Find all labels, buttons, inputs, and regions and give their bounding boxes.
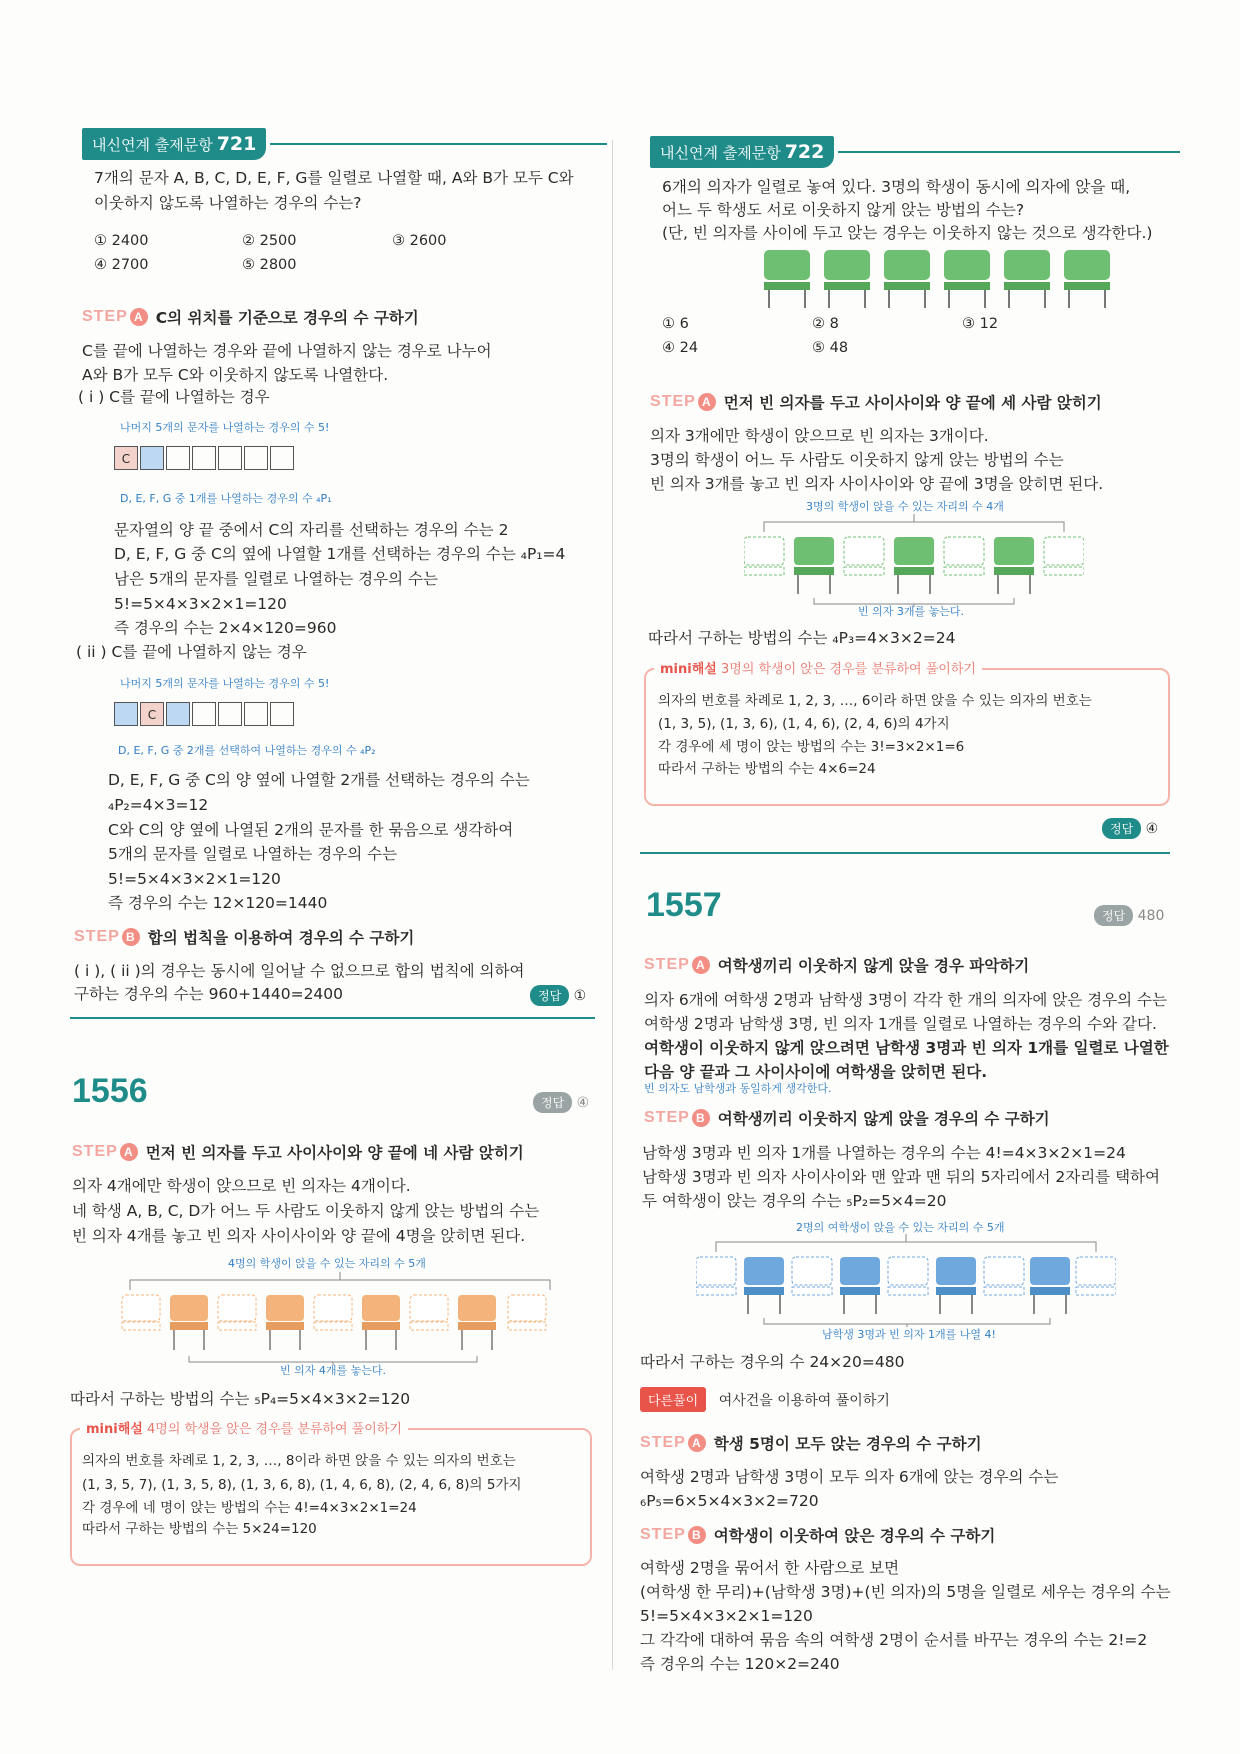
chair-icon xyxy=(764,250,810,308)
chair-icon xyxy=(794,537,834,594)
chair-empty-icon xyxy=(410,1295,448,1330)
text-line: 5!=5×4×3×2×1=120 xyxy=(114,595,287,613)
chair-empty-icon xyxy=(696,1257,736,1295)
diagram-note: 빈 의자 3개를 놓는다. xyxy=(858,605,964,618)
answer-value: ① xyxy=(573,988,587,1004)
option-1: ① 2400 xyxy=(94,233,149,249)
mini-line: 따라서 구하는 방법의 수는 4×6=24 xyxy=(658,761,876,777)
chair-empty-icon xyxy=(984,1257,1024,1295)
chair-icon xyxy=(1030,1257,1070,1314)
badge-text: 내신연계 출제문항 xyxy=(660,144,781,162)
question-text: 어느 두 학생도 서로 이웃하지 않게 앉는 방법의 수는? xyxy=(662,201,1025,219)
chair-empty-icon xyxy=(1044,537,1084,575)
step-title: 학생 5명이 모두 앉는 경우의 수 구하기 xyxy=(713,1435,982,1453)
text-line: 의자 3개에만 학생이 앉으므로 빈 의자는 3개이다. xyxy=(650,427,989,445)
answer-label: 정답 xyxy=(1094,905,1133,926)
step-a-heading xyxy=(72,1141,524,1163)
option-4: ④ 24 xyxy=(662,340,699,356)
step-title: 여학생끼리 이웃하지 않게 앉을 경우 파악하기 xyxy=(717,957,1030,975)
text-line: 남학생 3명과 빈 의자 사이사이와 맨 앞과 맨 뒤의 5자리에서 2자리를 택하여 xyxy=(642,1168,1161,1186)
text-line: 문자열의 양 끝 중에서 C의 자리를 선택하는 경우의 수는 2 xyxy=(114,521,509,539)
mini-line: (1, 3, 5), (1, 3, 6), (1, 4, 6), (2, 4, 6)의 4가지 xyxy=(658,716,950,732)
text-line: 그 각각에 대하여 묶음 속의 여학생 2명이 순서를 바꾸는 경우의 수는 2!=2 xyxy=(640,1631,1148,1649)
option-3: ③ 12 xyxy=(962,316,999,332)
alt-title: 여사건을 이용하여 풀이하기 xyxy=(718,1393,890,1409)
problem-number-1556: 1556 xyxy=(72,1072,148,1110)
step-title: 여학생끼리 이웃하지 않게 앉을 경우의 수 구하기 xyxy=(717,1110,1050,1128)
step-label: STEP A xyxy=(72,1143,138,1161)
text-line: 두 여학생이 앉는 경우의 수는 ₅P₂=5×4=20 xyxy=(642,1192,947,1210)
alt-step-a-heading xyxy=(640,1432,982,1454)
step-title: C의 위치를 기준으로 경우의 수 구하기 xyxy=(155,309,419,327)
text-line: 3명의 학생이 어느 두 사람도 이웃하지 않게 앉는 방법의 수는 xyxy=(650,451,1064,469)
answer-badge xyxy=(1094,905,1164,926)
diagram-note: 빈 의자 4개를 놓는다. xyxy=(280,1364,386,1377)
mini-explanation-box xyxy=(70,1422,592,1566)
answer-badge xyxy=(533,1092,589,1113)
problem-721-header xyxy=(82,128,607,160)
letter-boxes-diagram xyxy=(114,446,296,470)
text-line: 따라서 구하는 방법의 수는 ₄P₃=4×3×2=24 xyxy=(648,629,956,647)
section-divider xyxy=(640,852,1170,854)
text-line: 네 학생 A, B, C, D가 어느 두 사람도 이웃하지 않게 앉는 방법의 수는 xyxy=(72,1202,540,1220)
text-line: D, E, F, G 중 C의 옆에 나열할 1개를 선택하는 경우의 수는 ₄P₁=4 xyxy=(114,545,566,563)
diagram-note: 나머지 5개의 문자를 나열하는 경우의 수 5! xyxy=(120,677,330,690)
answer-value: ④ xyxy=(576,1095,590,1111)
step-title: 먼저 빈 의자를 두고 사이사이와 양 끝에 네 사람 앉히기 xyxy=(145,1144,524,1162)
step-a-heading xyxy=(82,306,419,328)
step-b-heading xyxy=(74,926,414,948)
chairs-diagram-722 xyxy=(744,512,1084,607)
question-text: (단, 빈 의자를 사이에 두고 앉는 경우는 이웃하지 않는 것으로 생각한다.) xyxy=(662,224,1153,242)
box-slot xyxy=(244,446,268,470)
question-text: 이웃하지 않도록 나열하는 경우의 수는? xyxy=(94,194,362,212)
text-line: A와 B가 모두 C와 이웃하지 않도록 나열한다. xyxy=(82,366,389,384)
answer-badge xyxy=(1102,818,1158,839)
diagram-note: 빈 의자도 남학생과 동일하게 생각한다. xyxy=(644,1082,832,1095)
letter-boxes-diagram xyxy=(114,702,296,726)
mini-line: (1, 3, 5, 7), (1, 3, 5, 8), (1, 3, 6, 8), (1, 4, 6, 8), (2, 4, 6, 8)의 5가지 xyxy=(82,1477,522,1493)
question-text: 7개의 문자 A, B, C, D, E, F, G를 일렬로 나열할 때, A와 B가 모두 C와 xyxy=(94,169,574,187)
text-line: 빈 의자 4개를 놓고 빈 의자 사이사이와 양 끝에 4명을 앉히면 된다. xyxy=(72,1227,526,1245)
box-c: C xyxy=(114,446,138,470)
answer-label: 정답 xyxy=(533,1092,572,1113)
text-line: ₄P₂=4×3=12 xyxy=(108,796,209,814)
case-heading: ( i ) C를 끝에 나열하는 경우 xyxy=(78,388,270,406)
answer-value: 480 xyxy=(1137,908,1165,924)
text-line: 남학생 3명과 빈 의자 1개를 나열하는 경우의 수는 4!=4×3×2×1=24 xyxy=(642,1144,1126,1162)
chair-icon xyxy=(840,1257,880,1314)
chair-empty-icon xyxy=(944,537,984,575)
header-line xyxy=(838,151,1180,153)
chair-empty-icon xyxy=(314,1295,352,1330)
chair-empty-icon xyxy=(218,1295,256,1330)
answer-label: 정답 xyxy=(1102,818,1141,839)
problem-722-header xyxy=(650,136,1180,168)
chair-icon xyxy=(744,1257,784,1314)
text-line: 의자 6개에 여학생 2명과 남학생 3명이 각각 한 개의 의자에 앉은 경우의 수는 xyxy=(644,991,1167,1009)
chair-icon xyxy=(936,1257,976,1314)
text-line: 5개의 문자를 일렬로 나열하는 경우의 수는 xyxy=(108,845,398,863)
text-line: 빈 의자 3개를 놓고 빈 의자 사이사이와 양 끝에 3명을 앉히면 된다. xyxy=(650,475,1104,493)
step-label: STEP A xyxy=(640,1434,706,1452)
option-1: ① 6 xyxy=(662,316,689,332)
box-slot xyxy=(192,446,216,470)
box-slot xyxy=(166,702,190,726)
problem-number: 721 xyxy=(216,133,257,155)
chair-icon xyxy=(362,1295,400,1350)
box-slot xyxy=(270,446,294,470)
mini-explanation-box xyxy=(644,662,1170,806)
chair-empty-icon xyxy=(1076,1257,1116,1295)
problem-number: 722 xyxy=(784,141,825,163)
option-5: ⑤ 2800 xyxy=(242,257,297,273)
chair-empty-icon xyxy=(844,537,884,575)
diagram-note: 나머지 5개의 문자를 나열하는 경우의 수 5! xyxy=(120,421,330,434)
chair-icon xyxy=(1004,250,1050,308)
text-line: 구하는 경우의 수는 960+1440=2400 xyxy=(74,985,344,1003)
box-slot xyxy=(114,702,138,726)
section-divider xyxy=(70,1017,595,1019)
chair-empty-icon xyxy=(744,537,784,575)
chair-icon xyxy=(266,1295,304,1350)
question-text: 6개의 의자가 일렬로 놓여 있다. 3명의 학생이 동시에 의자에 앉을 때, xyxy=(662,178,1131,196)
step-a-heading xyxy=(644,954,1029,976)
box-slot xyxy=(192,702,216,726)
text-line: C를 끝에 나열하는 경우와 끝에 나열하지 않는 경우로 나누어 xyxy=(82,342,492,360)
box-slot xyxy=(218,702,242,726)
six-chairs-illustration xyxy=(764,248,1110,310)
text-line: 따라서 구하는 방법의 수는 ₅P₄=5×4×3×2=120 xyxy=(70,1390,411,1408)
chairs-diagram-1556 xyxy=(120,1270,560,1365)
text-line: 여학생 2명과 남학생 3명이 모두 의자 6개에 앉는 경우의 수는 xyxy=(640,1468,1059,1486)
text-line: D, E, F, G 중 C의 양 옆에 나열할 2개를 선택하는 경우의 수는 xyxy=(108,771,530,789)
text-line: 5!=5×4×3×2×1=120 xyxy=(108,870,281,888)
alt-label: 다른풀이 xyxy=(640,1387,706,1412)
option-4: ④ 2700 xyxy=(94,257,149,273)
box-slot xyxy=(140,446,164,470)
text-line: ₆P₅=6×5×4×3×2=720 xyxy=(640,1492,819,1510)
badge-text: 내신연계 출제문항 xyxy=(92,136,213,154)
mini-line: 의자의 번호를 차례로 1, 2, 3, …, 6이라 하면 앉을 수 있는 의자의 번호는 xyxy=(658,693,1092,709)
text-line: 의자 4개에만 학생이 앉으므로 빈 의자는 4개이다. xyxy=(72,1177,411,1195)
chairs-diagram-1557 xyxy=(696,1232,1116,1327)
box-slot xyxy=(244,702,268,726)
text-line: C와 C의 양 옆에 나열된 2개의 문자를 한 묶음으로 생각하여 xyxy=(108,821,514,839)
diagram-note: 남학생 3명과 빈 의자 1개를 나열 4! xyxy=(822,1328,996,1341)
chair-empty-icon xyxy=(792,1257,832,1295)
answer-label: 정답 xyxy=(530,985,569,1006)
text-line: 남은 5개의 문자를 일렬로 나열하는 경우의 수는 xyxy=(114,570,438,588)
chair-icon xyxy=(824,250,870,308)
text-line: (여학생 한 무리)+(남학생 3명)+(빈 의자)의 5명을 일렬로 세우는 경우의 수는 xyxy=(640,1583,1171,1601)
header-line xyxy=(270,143,607,145)
diagram-note: 2명의 여학생이 앉을 수 있는 자리의 수 5개 xyxy=(796,1221,1005,1234)
text-line: 따라서 구하는 경우의 수 24×20=480 xyxy=(640,1353,905,1371)
problem-badge xyxy=(82,128,266,160)
chair-icon xyxy=(894,537,934,594)
chair-icon xyxy=(884,250,930,308)
text-line: 5!=5×4×3×2×1=120 xyxy=(640,1607,813,1625)
step-title: 먼저 빈 의자를 두고 사이사이와 양 끝에 세 사람 앉히기 xyxy=(723,394,1102,412)
mini-title: mini해설 3명의 학생이 앉은 경우를 분류하여 풀이하기 xyxy=(654,658,982,677)
step-label: STEP A xyxy=(82,308,148,326)
alt-step-b-heading xyxy=(640,1524,995,1546)
option-5: ⑤ 48 xyxy=(812,340,849,356)
column-divider xyxy=(612,140,613,1670)
text-line: 여학생 2명과 남학생 3명, 빈 의자 1개를 일렬로 나열하는 경우의 수와 같다. xyxy=(644,1015,1157,1033)
option-2: ② 8 xyxy=(812,316,839,332)
alternative-solution-heading xyxy=(640,1387,890,1412)
step-b-heading xyxy=(644,1107,1050,1129)
text-line: ( i ), ( ii )의 경우는 동시에 일어날 수 없으므로 합의 법칙에 의하여 xyxy=(74,962,525,980)
mini-title: mini해설 4명의 학생을 앉은 경우를 분류하여 풀이하기 xyxy=(80,1418,408,1437)
diagram-note: D, E, F, G 중 1개를 나열하는 경우의 수 ₄P₁ xyxy=(120,492,332,505)
chair-icon xyxy=(170,1295,208,1350)
text-line: 즉 경우의 수는 12×120=1440 xyxy=(108,894,328,912)
option-2: ② 2500 xyxy=(242,233,297,249)
text-line: 다음 양 끝과 그 사이사이에 여학생을 앉히면 된다. xyxy=(644,1063,988,1081)
mini-line: 의자의 번호를 차례로 1, 2, 3, …, 8이라 하면 앉을 수 있는 의자의 번호는 xyxy=(82,1453,516,1469)
diagram-note: 4명의 학생이 앉을 수 있는 자리의 수 5개 xyxy=(228,1257,426,1270)
diagram-note: D, E, F, G 중 2개를 선택하여 나열하는 경우의 수 ₄P₂ xyxy=(118,744,376,757)
problem-number-1557: 1557 xyxy=(646,886,722,924)
step-label: STEP A xyxy=(644,956,710,974)
text-line: 여학생이 이웃하지 않게 앉으려면 남학생 3명과 빈 의자 1개를 일렬로 나열한 xyxy=(644,1039,1169,1057)
chair-empty-icon xyxy=(508,1295,546,1330)
option-3: ③ 2600 xyxy=(392,233,447,249)
answer-value: ④ xyxy=(1145,821,1159,837)
step-label: STEP B xyxy=(644,1109,710,1127)
step-label: STEP B xyxy=(640,1526,706,1544)
text-line: 즉 경우의 수는 2×4×120=960 xyxy=(114,619,337,637)
step-title: 합의 법칙을 이용하여 경우의 수 구하기 xyxy=(147,929,415,947)
diagram-note: 3명의 학생이 앉을 수 있는 자리의 수 4개 xyxy=(806,500,1004,513)
chair-icon xyxy=(458,1295,496,1350)
step-label: STEP B xyxy=(74,928,140,946)
chair-empty-icon xyxy=(888,1257,928,1295)
problem-badge xyxy=(650,136,834,168)
mini-line: 각 경우에 세 명이 앉는 방법의 수는 3!=3×2×1=6 xyxy=(658,739,965,755)
case-heading: ( ii ) C를 끝에 나열하지 않는 경우 xyxy=(76,643,307,661)
step-a-heading xyxy=(650,391,1102,413)
box-slot xyxy=(166,446,190,470)
box-slot xyxy=(218,446,242,470)
box-c: C xyxy=(140,702,164,726)
mini-line: 따라서 구하는 방법의 수는 5×24=120 xyxy=(82,1521,317,1537)
step-label: STEP A xyxy=(650,393,716,411)
mini-line: 각 경우에 네 명이 앉는 방법의 수는 4!=4×3×2×1=24 xyxy=(82,1500,417,1516)
chair-icon xyxy=(944,250,990,308)
text-line: 여학생 2명을 묶어서 한 사람으로 보면 xyxy=(640,1559,900,1577)
chair-icon xyxy=(1064,250,1110,308)
text-line: 즉 경우의 수는 120×2=240 xyxy=(640,1655,840,1673)
answer-badge xyxy=(530,985,586,1006)
chair-empty-icon xyxy=(122,1295,160,1330)
step-title: 여학생이 이웃하여 앉은 경우의 수 구하기 xyxy=(713,1527,996,1545)
chair-icon xyxy=(994,537,1034,594)
box-slot xyxy=(270,702,294,726)
